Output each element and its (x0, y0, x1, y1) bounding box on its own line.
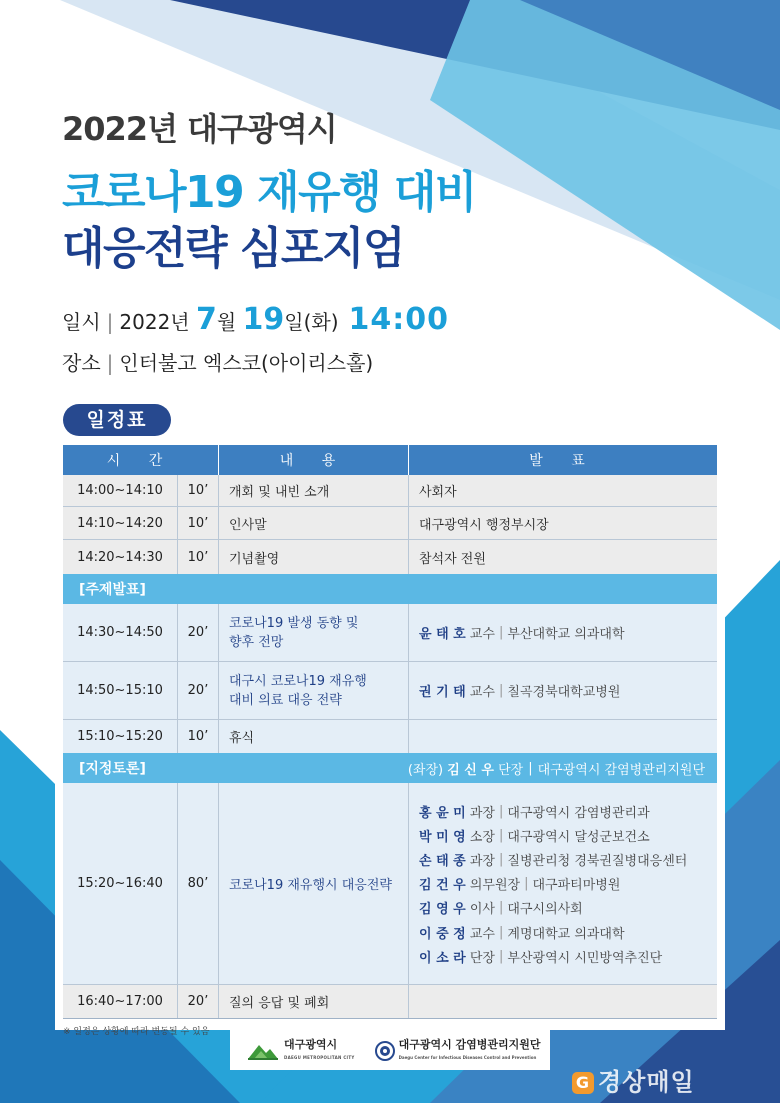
talk-title-line-1: 코로나19 발생 동향 및 (229, 615, 359, 631)
publisher-watermark: G 경상매일 (572, 1062, 695, 1097)
day-unit: 일(화) (284, 310, 339, 334)
infection-center-logo (375, 1039, 541, 1063)
table-row (63, 604, 717, 662)
row-speaker: 윤 태 호 교수 | 부산대학교 의과대학 (419, 625, 625, 642)
panelist-name: 김 건 우 (419, 878, 466, 894)
table-row (63, 720, 717, 753)
daegu-city-label: 대구광역시 DAEGU METROPOLITAN CITY (284, 1038, 355, 1060)
speaker-role: 교수 (469, 627, 495, 642)
section-keynote (63, 574, 717, 604)
title-line-3: 대응전략 심포지엄 (62, 223, 404, 274)
year: 2022년 (119, 310, 190, 334)
panelist-name: 이 중 정 (419, 926, 466, 942)
panelist-role: 과장 (469, 805, 495, 821)
chair-org: 대구광역시 감염병관리지원단 (537, 762, 705, 778)
panelist-org: 대구광역시 달성군보건소 (507, 829, 650, 845)
panelist: 이 중 정 교수 | 계명대학교 의과대학 (419, 924, 625, 942)
chair-name: 김 신 우 (447, 762, 494, 778)
panelist: 손 태 종 과장 | 질병관리청 경북권질병대응센터 (419, 851, 688, 869)
speaker-org: 부산대학교 의과대학 (507, 627, 625, 642)
row-content (219, 662, 409, 719)
panelist-name: 홍 윤 미 (419, 805, 466, 821)
daegu-emblem-icon (246, 1041, 280, 1061)
section-panel (63, 753, 717, 783)
row-time: 14:10~14:20 (63, 507, 178, 539)
panelist-org: 대구광역시 감염병관리과 (507, 805, 650, 821)
daegu-city-logo (246, 1039, 355, 1063)
row-speaker: 권 기 태 교수 | 칠곡경북대학교병원 (419, 683, 621, 700)
date-label: 일시 (62, 310, 101, 334)
talk-title-line-2: 대비 의료 대응 전략 (229, 692, 342, 708)
table-row (63, 540, 717, 574)
date-info (62, 302, 449, 337)
place-name: 인터불고 엑스코(아이리스홀) (119, 351, 374, 375)
row-speaker: 참석자 전원 (419, 551, 486, 567)
header-time: 시 간 (63, 445, 219, 475)
talk-title-line-2: 향후 전망 (229, 634, 284, 650)
chair-prefix: (좌장) (407, 762, 444, 778)
table-row (63, 783, 717, 985)
panelist-role: 단장 (469, 950, 495, 966)
section-keynote-label: [주제발표] (79, 582, 146, 598)
row-speaker (409, 720, 717, 753)
row-speaker (409, 985, 717, 1018)
row-duration: 10’ (178, 720, 219, 753)
row-duration: 20’ (178, 604, 219, 661)
separator: | (106, 351, 114, 375)
table-header (63, 445, 717, 475)
row-time: 16:40~17:00 (63, 985, 178, 1018)
panelist-role: 소장 (469, 829, 495, 845)
place-label: 장소 (62, 351, 101, 375)
schedule-badge: 일정표 (63, 404, 171, 436)
panelist-name: 손 태 종 (419, 853, 466, 869)
row-content: 인사말 (219, 507, 409, 539)
row-content: 휴식 (219, 720, 409, 753)
row-speaker: 사회자 (419, 485, 457, 500)
panelist-name: 김 영 우 (419, 902, 466, 918)
title-line-2: 코로나19 재유행 대비 (62, 167, 476, 218)
panelist-role: 이사 (469, 902, 495, 918)
publisher-logo-icon: G (572, 1072, 594, 1094)
row-time: 14:30~14:50 (63, 604, 178, 661)
month-number: 7 (195, 302, 217, 337)
panelist-role: 교수 (469, 926, 495, 942)
day-number: 19 (242, 302, 285, 337)
panelist-list (409, 783, 717, 968)
row-content: 기념촬영 (219, 540, 409, 574)
place-info (62, 347, 373, 376)
panelist-role: 의무원장 (469, 878, 521, 894)
panelist: 이 소 라 단장 | 부산광역시 시민방역추진단 (419, 948, 663, 966)
row-duration: 10’ (178, 507, 219, 539)
center-emblem-icon (375, 1041, 395, 1061)
chair-role: 단장 (498, 762, 524, 778)
row-time: 15:10~15:20 (63, 720, 178, 753)
talk-title-line-1: 대구시 코로나19 재유행 (229, 673, 367, 689)
speaker-org: 칠곡경북대학교병원 (507, 685, 621, 700)
row-content (219, 604, 409, 661)
row-duration: 10’ (178, 540, 219, 574)
table-row (63, 475, 717, 507)
table-row (63, 662, 717, 720)
row-duration: 10’ (178, 475, 219, 506)
separator: | (106, 310, 114, 334)
speaker-role: 교수 (469, 685, 495, 700)
panelist: 박 미 영 소장 | 대구광역시 달성군보건소 (419, 827, 650, 845)
panelist-org: 대구시의사회 (507, 902, 583, 918)
row-time: 15:20~16:40 (63, 783, 178, 984)
header-content: 내 용 (219, 445, 409, 475)
table-row (63, 985, 717, 1019)
row-content: 질의 응답 및 폐회 (219, 985, 409, 1018)
title-line-1: 2022년 대구광역시 (62, 110, 337, 148)
header-speaker: 발 표 (529, 453, 597, 469)
row-content: 개회 및 내빈 소개 (219, 475, 409, 506)
panelist: 김 영 우 이사 | 대구시의사회 (419, 900, 583, 918)
start-time: 14:00 (348, 302, 450, 337)
panelist: 홍 윤 미 과장 | 대구광역시 감염병관리과 (419, 803, 650, 821)
panelist-org: 부산광역시 시민방역추진단 (507, 950, 663, 966)
panel-chair: (좌장) 김 신 우 단장 | 대구광역시 감염병관리지원단 (407, 760, 705, 778)
row-time: 14:00~14:10 (63, 475, 178, 506)
row-time: 14:20~14:30 (63, 540, 178, 574)
infection-center-label: 대구광역시 감염병관리지원단 Daegu Center for Infectious Diseases Control and Prevention (398, 1038, 541, 1060)
row-time: 14:50~15:10 (63, 662, 178, 719)
panelist-org: 계명대학교 의과대학 (507, 926, 625, 942)
panelist-name: 박 미 영 (419, 829, 466, 845)
panelist-org: 대구파티마병원 (532, 878, 621, 894)
row-speaker: 대구광역시 행정부시장 (419, 517, 549, 533)
footer-logos (246, 1039, 541, 1063)
row-content: 코로나19 재유행시 대응전략 (219, 783, 409, 984)
table-row (63, 507, 717, 540)
section-panel-label: [지정토론] (79, 761, 146, 777)
schedule-note: ※ 일정은 상황에 따라 변동될 수 있음 (63, 1027, 210, 1037)
panelist-name: 이 소 라 (419, 950, 466, 966)
row-duration: 20’ (178, 985, 219, 1018)
speaker-name: 권 기 태 (419, 685, 466, 700)
panelist: 김 건 우 의무원장 | 대구파티마병원 (419, 876, 621, 894)
row-duration: 80’ (178, 783, 219, 984)
month-unit: 월 (216, 310, 237, 334)
row-duration: 20’ (178, 662, 219, 719)
panelist-role: 과장 (469, 853, 495, 869)
panelist-org: 질병관리청 경북권질병대응센터 (507, 853, 688, 869)
speaker-name: 윤 태 호 (419, 627, 466, 642)
